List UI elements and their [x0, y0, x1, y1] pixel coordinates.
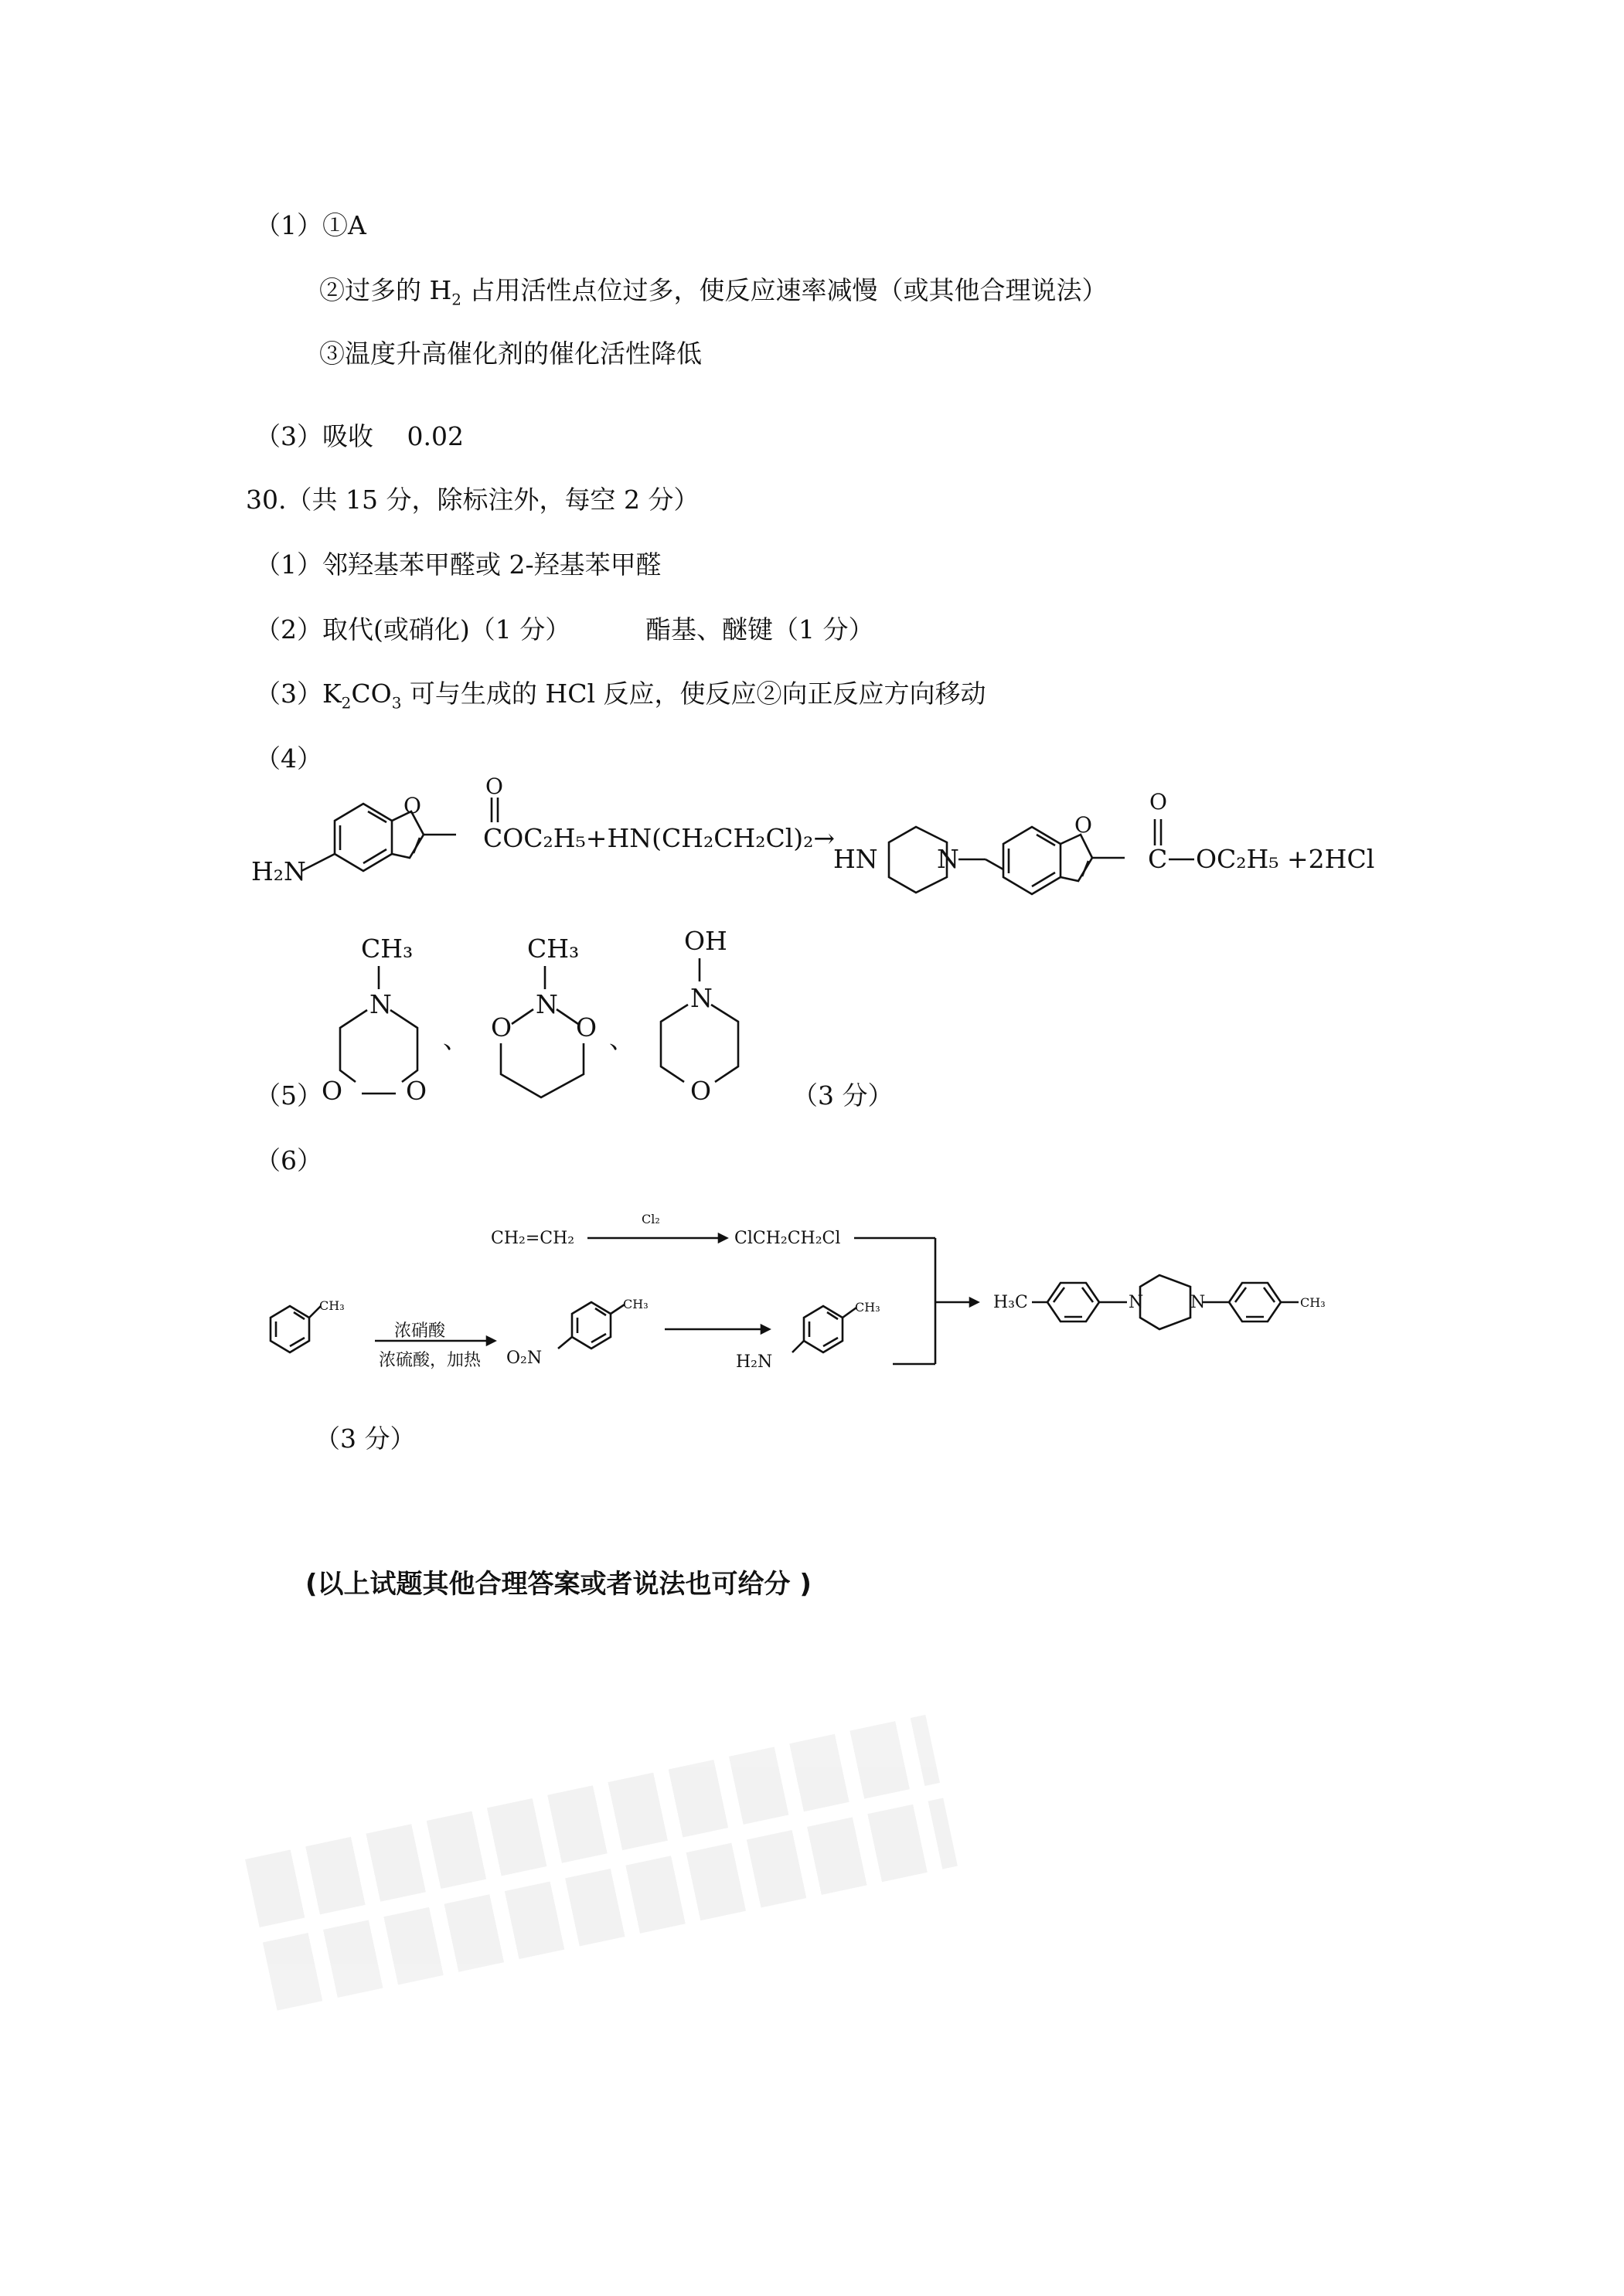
- dichloroethane-label: ClCH₂CH₂Cl: [734, 1229, 841, 1248]
- q30-part4-label: （4）: [255, 743, 322, 774]
- product-n1: N: [1129, 1293, 1144, 1312]
- product-ester-text: OC₂H₅ +2HCl: [1196, 844, 1375, 874]
- product-ring-right: [1229, 1283, 1281, 1321]
- product-n2: N: [1190, 1293, 1206, 1312]
- struct-b-n: N: [536, 989, 558, 1019]
- struct-a-o1: O: [322, 1076, 343, 1106]
- q30-part6-points: （3 分）: [315, 1424, 416, 1454]
- furan-o-label: O: [403, 793, 421, 818]
- q30-part1-answer: （1）邻羟基苯甲醛或 2-羟基苯甲醛: [255, 549, 662, 580]
- carbonyl-o-label-2: O: [1149, 789, 1167, 815]
- q30-part3-answer: $(3)K_2CO_3$ 可与生成的 HCl 反应，使反应②向正反应方向移动: [255, 679, 986, 713]
- reagent-sulfuric: 浓硫酸，加热: [379, 1351, 482, 1370]
- struct-b-ch3: CH₃: [527, 934, 580, 964]
- footer-note: (以上试题其他合理答案或者说法也可给分 ): [305, 1569, 812, 1600]
- q30-part6-label: （6）: [255, 1145, 322, 1175]
- toluidine-ch3: CH₃: [855, 1300, 880, 1315]
- ethylene-label: CH₂=CH₂: [491, 1229, 575, 1248]
- chlorine-reagent: Cl₂: [642, 1212, 660, 1226]
- furan-o-label-2: O: [1074, 812, 1092, 838]
- carbonyl-o-label: O: [485, 774, 503, 799]
- q29-part1-sub3: ③温度升高催化剂的催化活性降低: [319, 338, 702, 369]
- product-ring-left: [1047, 1283, 1099, 1321]
- toluene-ch3: CH₃: [319, 1298, 345, 1313]
- q29-part3-answer: （3）吸收 0.02: [255, 421, 464, 451]
- q30-part2-answer: （2）取代(或硝化)（1 分）: [255, 614, 571, 645]
- product-piperazine: [1140, 1275, 1190, 1329]
- q29-part1-answer: （1）①A: [255, 210, 366, 240]
- carbonyl-c-label: C: [1148, 844, 1168, 874]
- struct-b-o2: O: [576, 1012, 598, 1043]
- q30-part2-groups: 酯基、醚键（1 分）: [645, 614, 874, 645]
- q29-part1-sub2: ②过多的 $H_2$ 占用活性点位过多，使反应速率减慢（或其他合理说法）: [319, 275, 1108, 309]
- nitrotoluene-ch3: CH₃: [623, 1297, 649, 1311]
- nitro-group: O₂N: [506, 1349, 543, 1368]
- piperazine-hn-label: HN: [833, 844, 878, 874]
- struct-a-ch3: CH₃: [361, 934, 414, 964]
- reagent-nitric: 浓硝酸: [394, 1321, 446, 1341]
- q30-part5-points: （3 分）: [792, 1080, 894, 1111]
- amine-group: H₂N: [736, 1352, 773, 1372]
- separator-2: 、: [609, 1024, 635, 1054]
- struct-a-o2: O: [406, 1076, 427, 1106]
- piperazine-n-label: N: [937, 844, 959, 874]
- struct-c-o: O: [690, 1076, 712, 1106]
- struct-c-oh: OH: [684, 926, 727, 956]
- separator-1: 、: [443, 1024, 468, 1054]
- h2n-label: H₂N: [251, 856, 306, 886]
- product-h3c: H₃C: [993, 1293, 1028, 1312]
- q30-header: 30.（共 15 分，除标注外，每空 2 分）: [246, 485, 700, 515]
- struct-b-o1: O: [491, 1012, 512, 1043]
- reactant-ester-text: COC₂H₅+HN(CH₂CH₂Cl)₂→: [483, 823, 836, 853]
- struct-c-n: N: [690, 983, 713, 1013]
- struct-a-n: N: [369, 989, 392, 1019]
- q30-part5-label: （5）: [255, 1080, 322, 1111]
- product-ch3: CH₃: [1300, 1295, 1326, 1310]
